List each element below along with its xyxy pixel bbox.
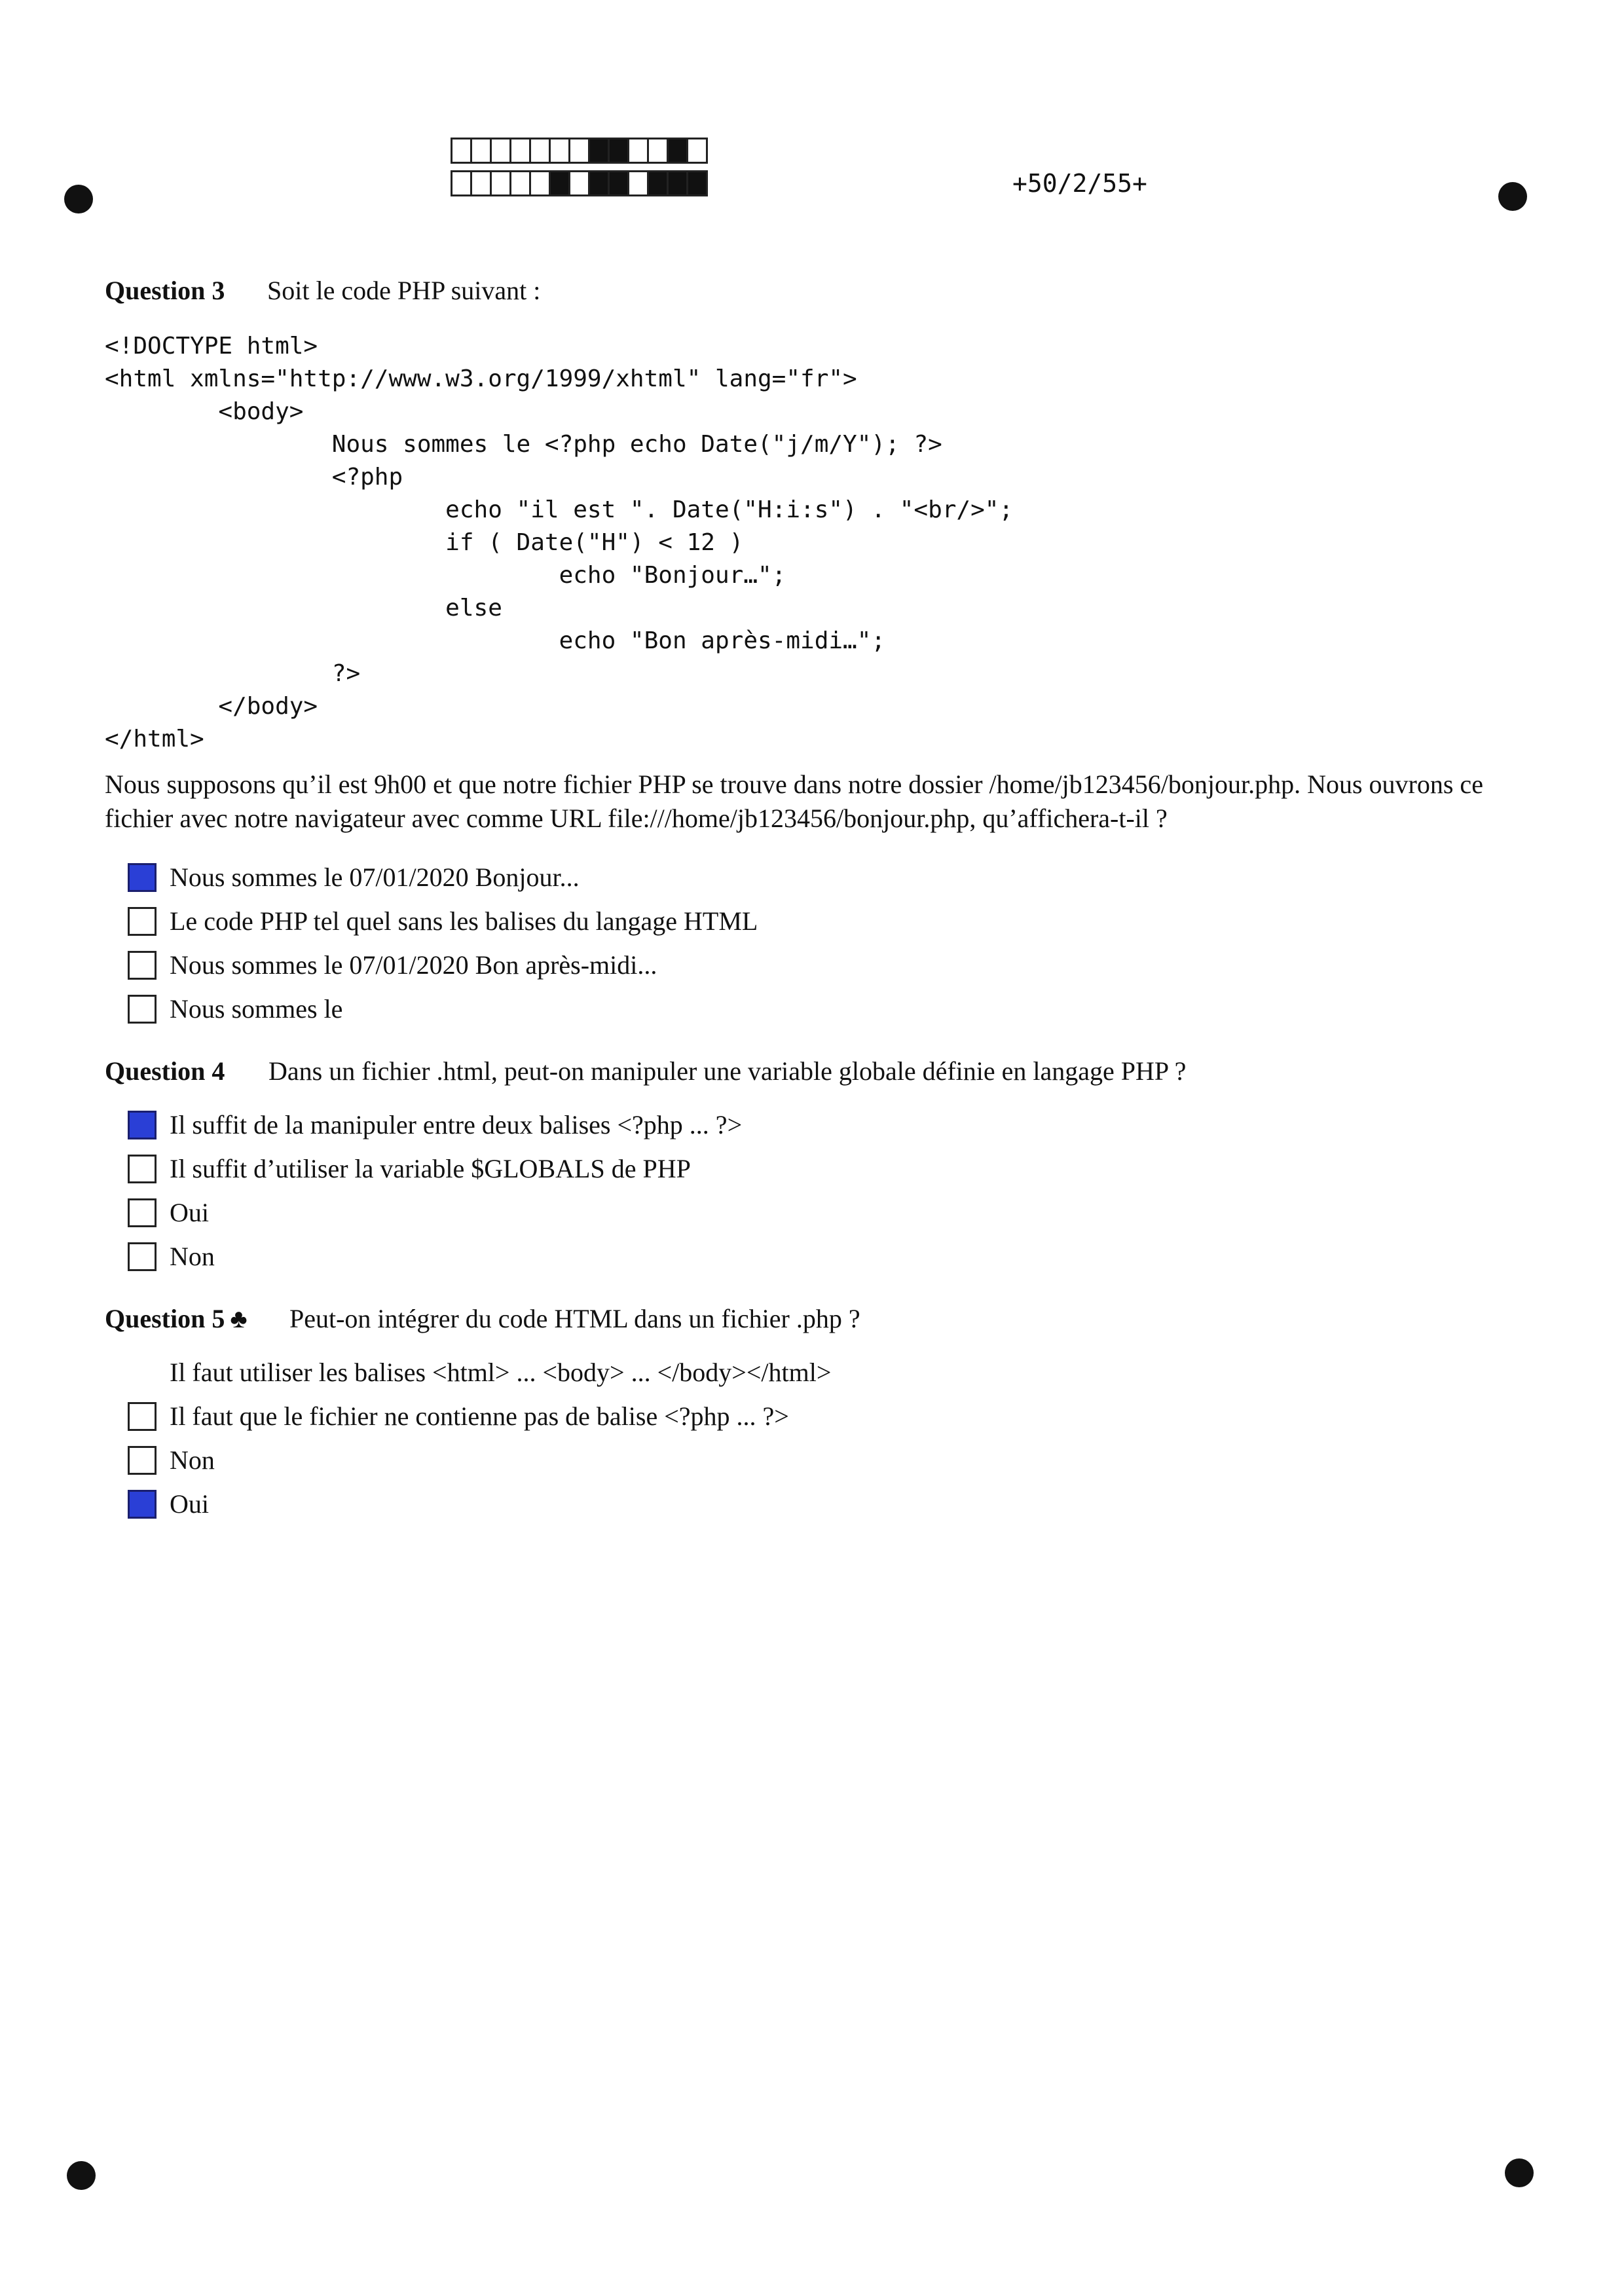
- barcode-cell-empty: [627, 138, 649, 164]
- q5-option-3[interactable]: [128, 1445, 215, 1475]
- question-4-text: Dans un fichier .html, peut-on manipuler une variable globale définie en langage PHP ?: [268, 1056, 1187, 1086]
- barcode-cell-empty: [451, 170, 472, 196]
- question-3-paragraph: Nous supposons qu’il est 9h00 et que notre fichier PHP se trouve dans notre dossier /home/jb123456/bonjour.php. Nous ouvrons ce fichier avec notre navigateur avec comme URL file:///home/jb123456/bonjour.php, qu’affichera-t-il ?: [105, 769, 1483, 833]
- option-label: Oui: [170, 1198, 209, 1227]
- checkbox[interactable]: [128, 907, 157, 936]
- option-label: Oui: [170, 1489, 209, 1519]
- page-id: +50/2/55+: [1012, 169, 1147, 198]
- barcode-cell-empty: [470, 138, 492, 164]
- checkbox[interactable]: [128, 1155, 157, 1183]
- option-label: Il suffit d’utiliser la variable $GLOBALS de PHP: [170, 1154, 691, 1183]
- q3-option-4[interactable]: [128, 993, 342, 1024]
- q5-option-2[interactable]: [128, 1401, 789, 1432]
- q4-option-2[interactable]: [128, 1153, 691, 1184]
- question-label: Question 3: [105, 276, 225, 305]
- option-label: Il faut que le fichier ne contienne pas de balise <?php ... ?>: [170, 1401, 789, 1431]
- option-label: Le code PHP tel quel sans les balises du langage HTML: [170, 906, 758, 936]
- barcode-row-1: [451, 138, 706, 164]
- barcode-cell-empty: [686, 138, 708, 164]
- barcode-cell-filled: [608, 170, 629, 196]
- registration-mark-top-left: [64, 185, 93, 213]
- option-label: Nous sommes le 07/01/2020 Bon après-midi...: [170, 950, 657, 980]
- q5-option-4[interactable]: [128, 1489, 209, 1519]
- option-label: Non: [170, 1445, 215, 1475]
- barcode-cell-filled: [667, 138, 688, 164]
- barcode-cell-empty: [451, 138, 472, 164]
- question-5-text: Peut-on intégrer du code HTML dans un fichier .php ?: [289, 1304, 860, 1333]
- question-4-header: [105, 1056, 225, 1086]
- q4-option-1[interactable]: [128, 1109, 742, 1140]
- q3-option-3[interactable]: [128, 950, 657, 980]
- barcode-cell-filled: [588, 138, 610, 164]
- barcode-cell-empty: [549, 138, 570, 164]
- barcode-row-2: [451, 170, 706, 196]
- barcode-cell-filled: [588, 170, 610, 196]
- option-label: Non: [170, 1242, 215, 1271]
- q4-option-4[interactable]: [128, 1241, 215, 1272]
- barcode-cell-empty: [490, 170, 511, 196]
- checkbox[interactable]: [128, 1198, 157, 1227]
- checkbox[interactable]: [128, 1446, 157, 1475]
- option-label: Nous sommes le 07/01/2020 Bonjour...: [170, 862, 580, 892]
- barcode-cell-empty: [627, 170, 649, 196]
- registration-mark-bottom-right: [1505, 2158, 1534, 2187]
- registration-mark-bottom-left: [67, 2161, 96, 2190]
- barcode-cell-filled: [647, 170, 669, 196]
- barcode-cell-filled: [667, 170, 688, 196]
- question-label: Question 5: [105, 1304, 225, 1333]
- barcode-cell-empty: [490, 138, 511, 164]
- barcode-cell-empty: [529, 138, 551, 164]
- q3-option-1[interactable]: [128, 862, 580, 893]
- checkbox[interactable]: [128, 951, 157, 980]
- barcode-cell-empty: [568, 138, 590, 164]
- barcode-cell-empty: [647, 138, 669, 164]
- q5-option-1[interactable]: [128, 1357, 831, 1388]
- barcode-cell-filled: [686, 170, 708, 196]
- question-3-header: [105, 275, 225, 306]
- registration-mark-top-right: [1498, 182, 1527, 211]
- q4-option-3[interactable]: [128, 1197, 209, 1228]
- question-5-header: [105, 1303, 248, 1334]
- question-label: Question 4: [105, 1056, 225, 1086]
- club-icon: ♣: [230, 1304, 248, 1333]
- barcode-cell-empty: [509, 138, 531, 164]
- q3-option-2[interactable]: [128, 906, 758, 936]
- option-label: Nous sommes le: [170, 994, 343, 1024]
- checkbox-checked[interactable]: [128, 1111, 157, 1139]
- checkbox-checked[interactable]: [128, 863, 157, 892]
- barcode-cell-empty: [509, 170, 531, 196]
- checkbox[interactable]: [128, 1242, 157, 1271]
- option-label: Il suffit de la manipuler entre deux balises <?php ... ?>: [170, 1110, 743, 1139]
- option-label: Il faut utiliser les balises <html> ... <body> ... </body></html>: [170, 1358, 832, 1387]
- php-code-block: <!DOCTYPE html> <html xmlns="http://www.w3.org/1999/xhtml" lang="fr"> <body> Nous sommes le <?php echo Date("j/m/Y"); ?> <?php echo "il est ". Date("H:i:s") . "<br/>"; if ( Date("H") < 12 ) echo "Bonjour…"; else echo "Bon après-midi…"; ?> </body> </html>: [105, 333, 1014, 752]
- barcode-cell-empty: [470, 170, 492, 196]
- barcode-cell-empty: [568, 170, 590, 196]
- question-3-text: Soit le code PHP suivant :: [267, 276, 541, 305]
- barcode-cell-filled: [608, 138, 629, 164]
- checkbox[interactable]: [128, 1402, 157, 1431]
- checkbox[interactable]: [128, 995, 157, 1024]
- barcode-cell-filled: [549, 170, 570, 196]
- checkbox-checked[interactable]: [128, 1490, 157, 1519]
- barcode-cell-empty: [529, 170, 551, 196]
- checkbox-missing: [128, 1358, 157, 1387]
